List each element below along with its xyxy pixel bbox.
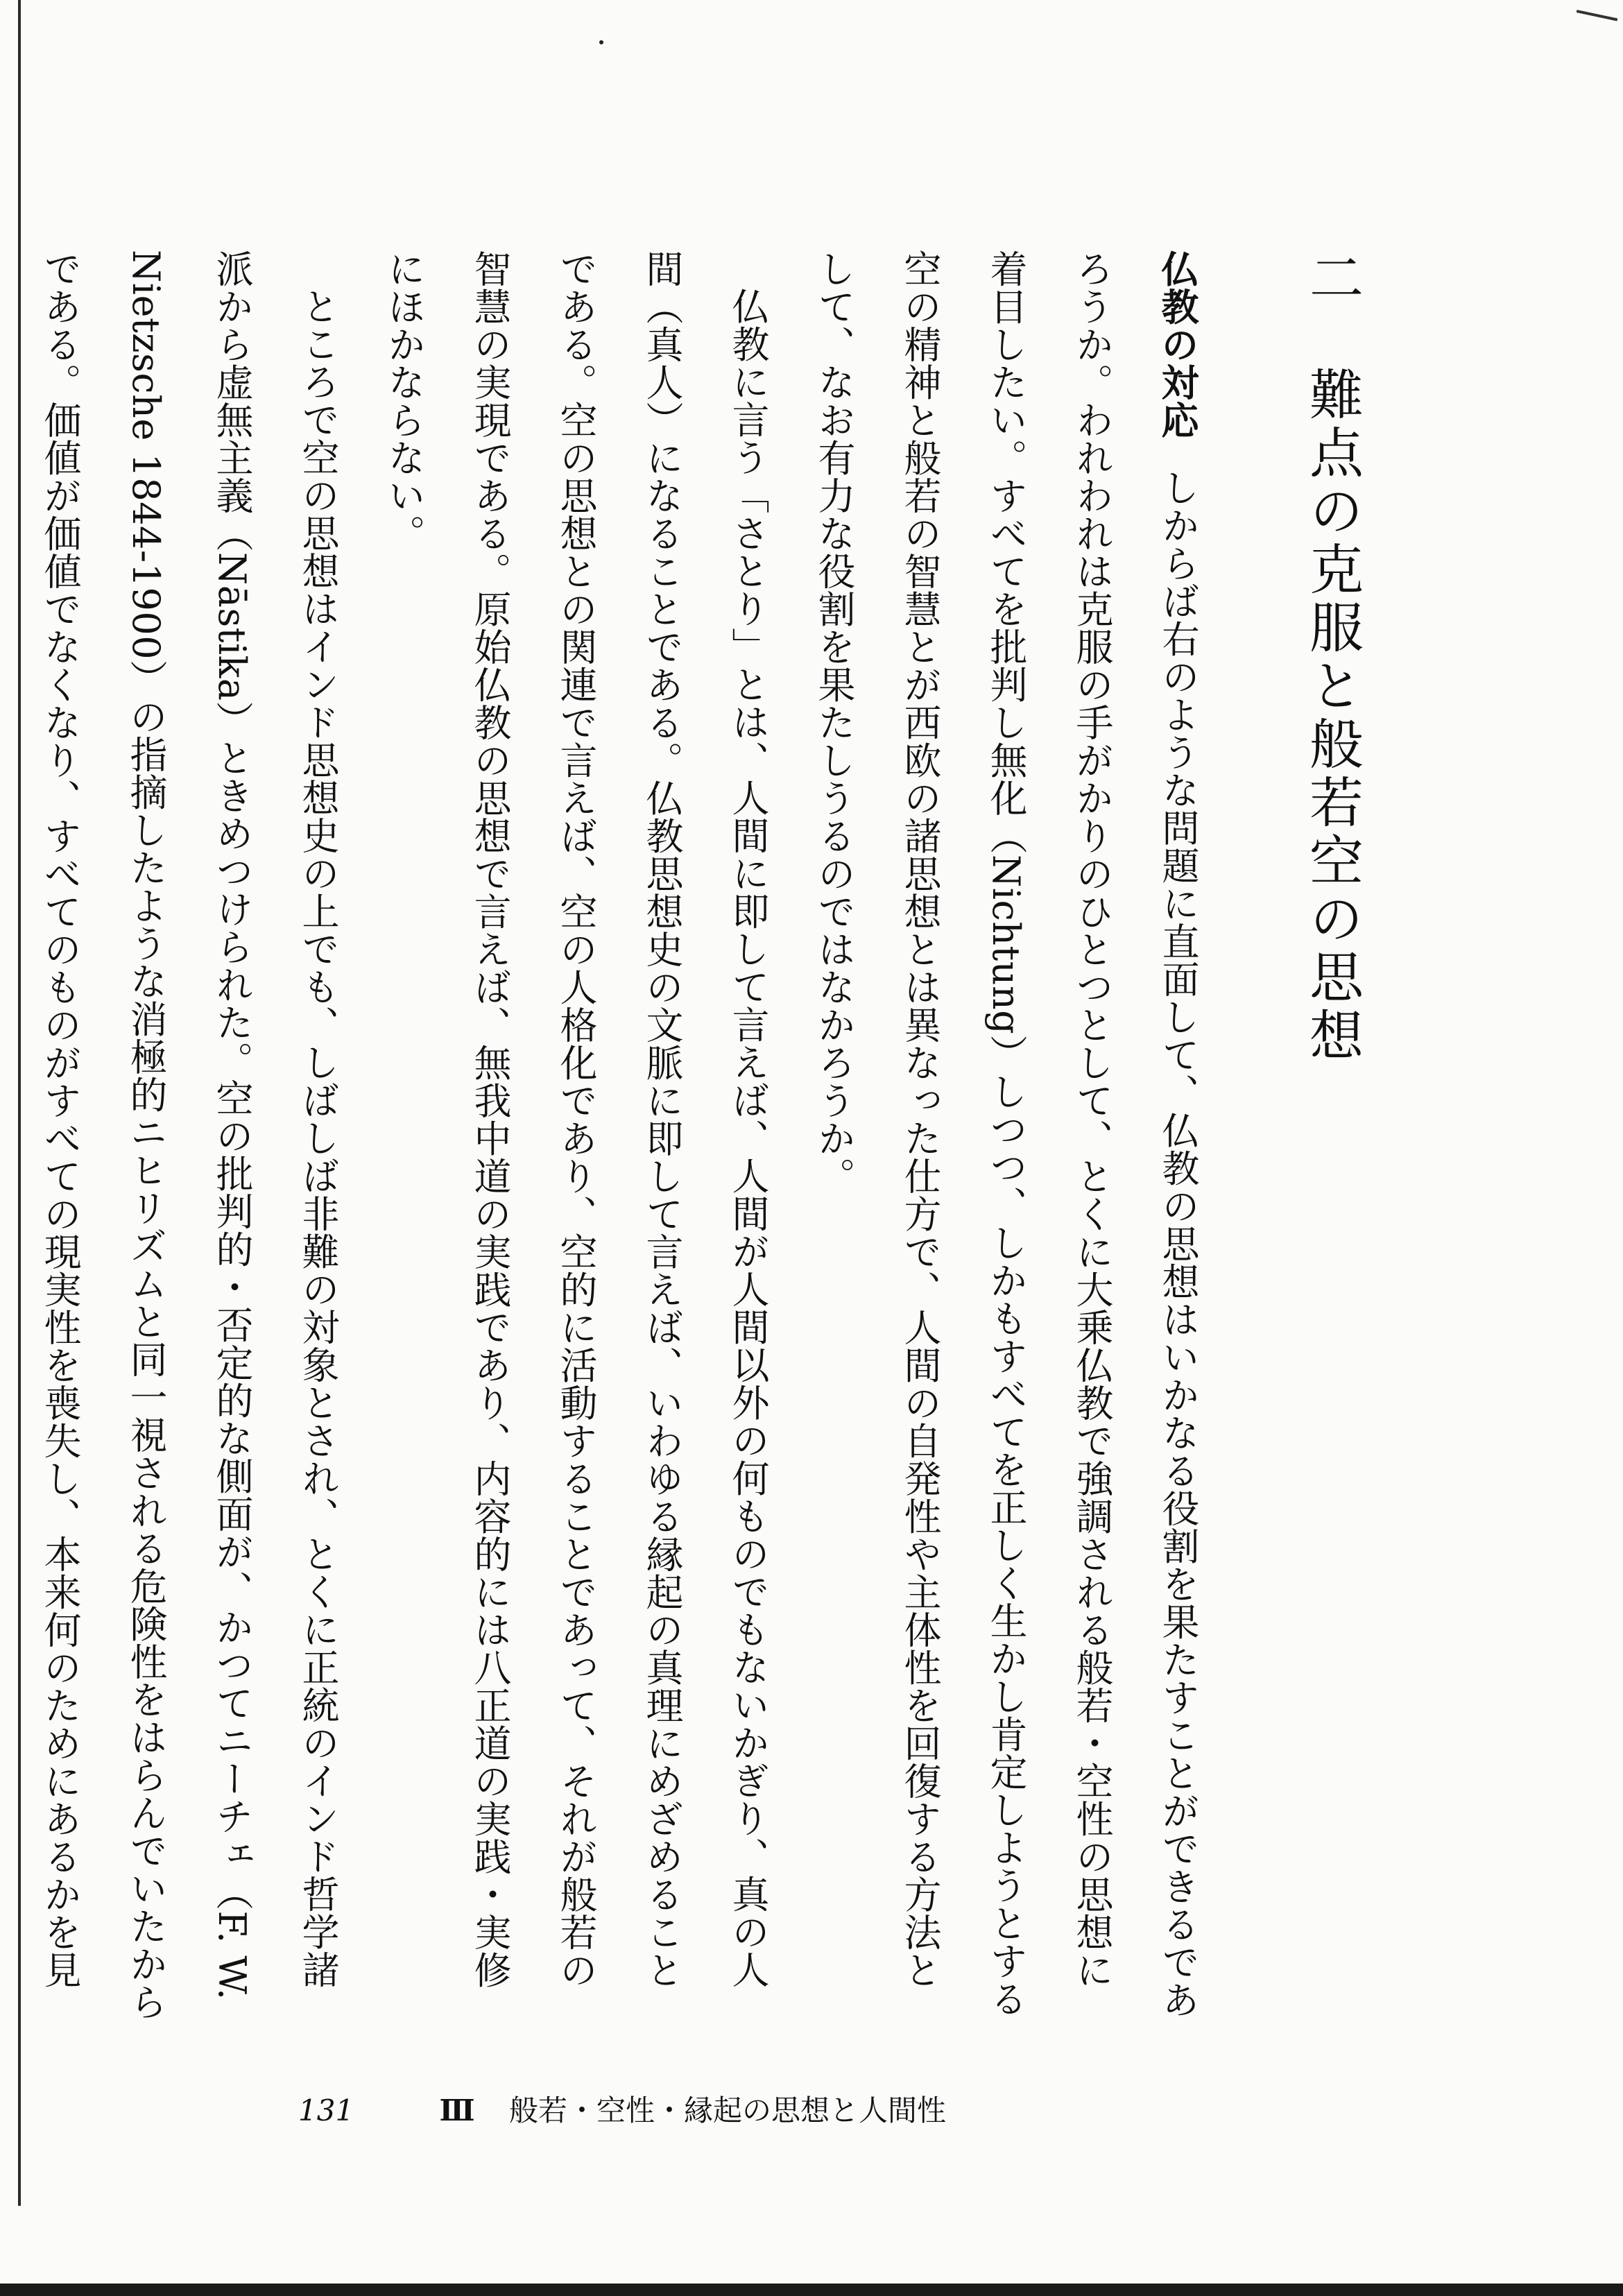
running-title: 般若・空性・縁起の思想と人間性 [509, 2093, 947, 2127]
paragraph-text: ところで空の思想はインド思想史の上でも、しばしば非難の対象とされ、とくに正統のインド哲学諸派から虚無主義（Nāstika）ときめつけられた。空の批判的・否定的な側面が、かつてニーチェ（F. W. Nietzsche 1844-1900）の指摘したような消極的ニヒリズムと同一視される危険性をはらんでいたからである。価値が価値でなくなり、すべてのものがすべての現実性を喪失し、本来何のためにあるかを見 [38, 250, 340, 2021]
page-footer [298, 2088, 946, 2130]
scan-corner-mark [1573, 10, 1618, 37]
paragraph-heading: 仏教の対応 [1156, 250, 1200, 439]
paragraph-text: しからば右のような問題に直面して、仏教の思想はいかなる役割を果たすことができるであろうか。われわれは克服の手がかりのひとつとして、とくに大乗仏教で強調される般若・空性の思想に着目したい。すべてを批判し無化（Nichtung）しつつ、しかもすべてを正しく生かし肯定しようとする空の精神と般若の智慧とが西欧の諸思想とは異なった仕方で、人間の自発性や主体性を回復する方法として、なお有力な役割を果たしうるのではなかろうか。 [812, 250, 1200, 2019]
scan-edge-bottom [0, 2284, 1623, 2296]
paragraph-2 [361, 250, 791, 2025]
chapter-number: Ⅲ [439, 2093, 475, 2127]
paragraph-text: 仏教に言う「さとり」とは、人間に即して言えば、人間が人間以外の何ものでもないかぎり、真の人間（真人）になることである。仏教思想史の文脈に即して言えば、いわゆる縁起の真理にめざめることである。空の思想との関連で言えば、空の人格化であり、空的に活動することであって、それが般若の智慧の実現である。原始仏教の思想で言えば、無我中道の実践であり、内容的には八正道の実践・実修にほかならない。 [382, 250, 770, 1989]
paragraph-3 [0, 250, 361, 2025]
scan-speck [599, 40, 603, 44]
page-number: 131 [298, 2093, 354, 2127]
section-title: 二 難点の克服と般若空の思想 [1300, 250, 1363, 1065]
paragraph-1 [791, 250, 1221, 2025]
vertical-text-block [0, 250, 1401, 2025]
